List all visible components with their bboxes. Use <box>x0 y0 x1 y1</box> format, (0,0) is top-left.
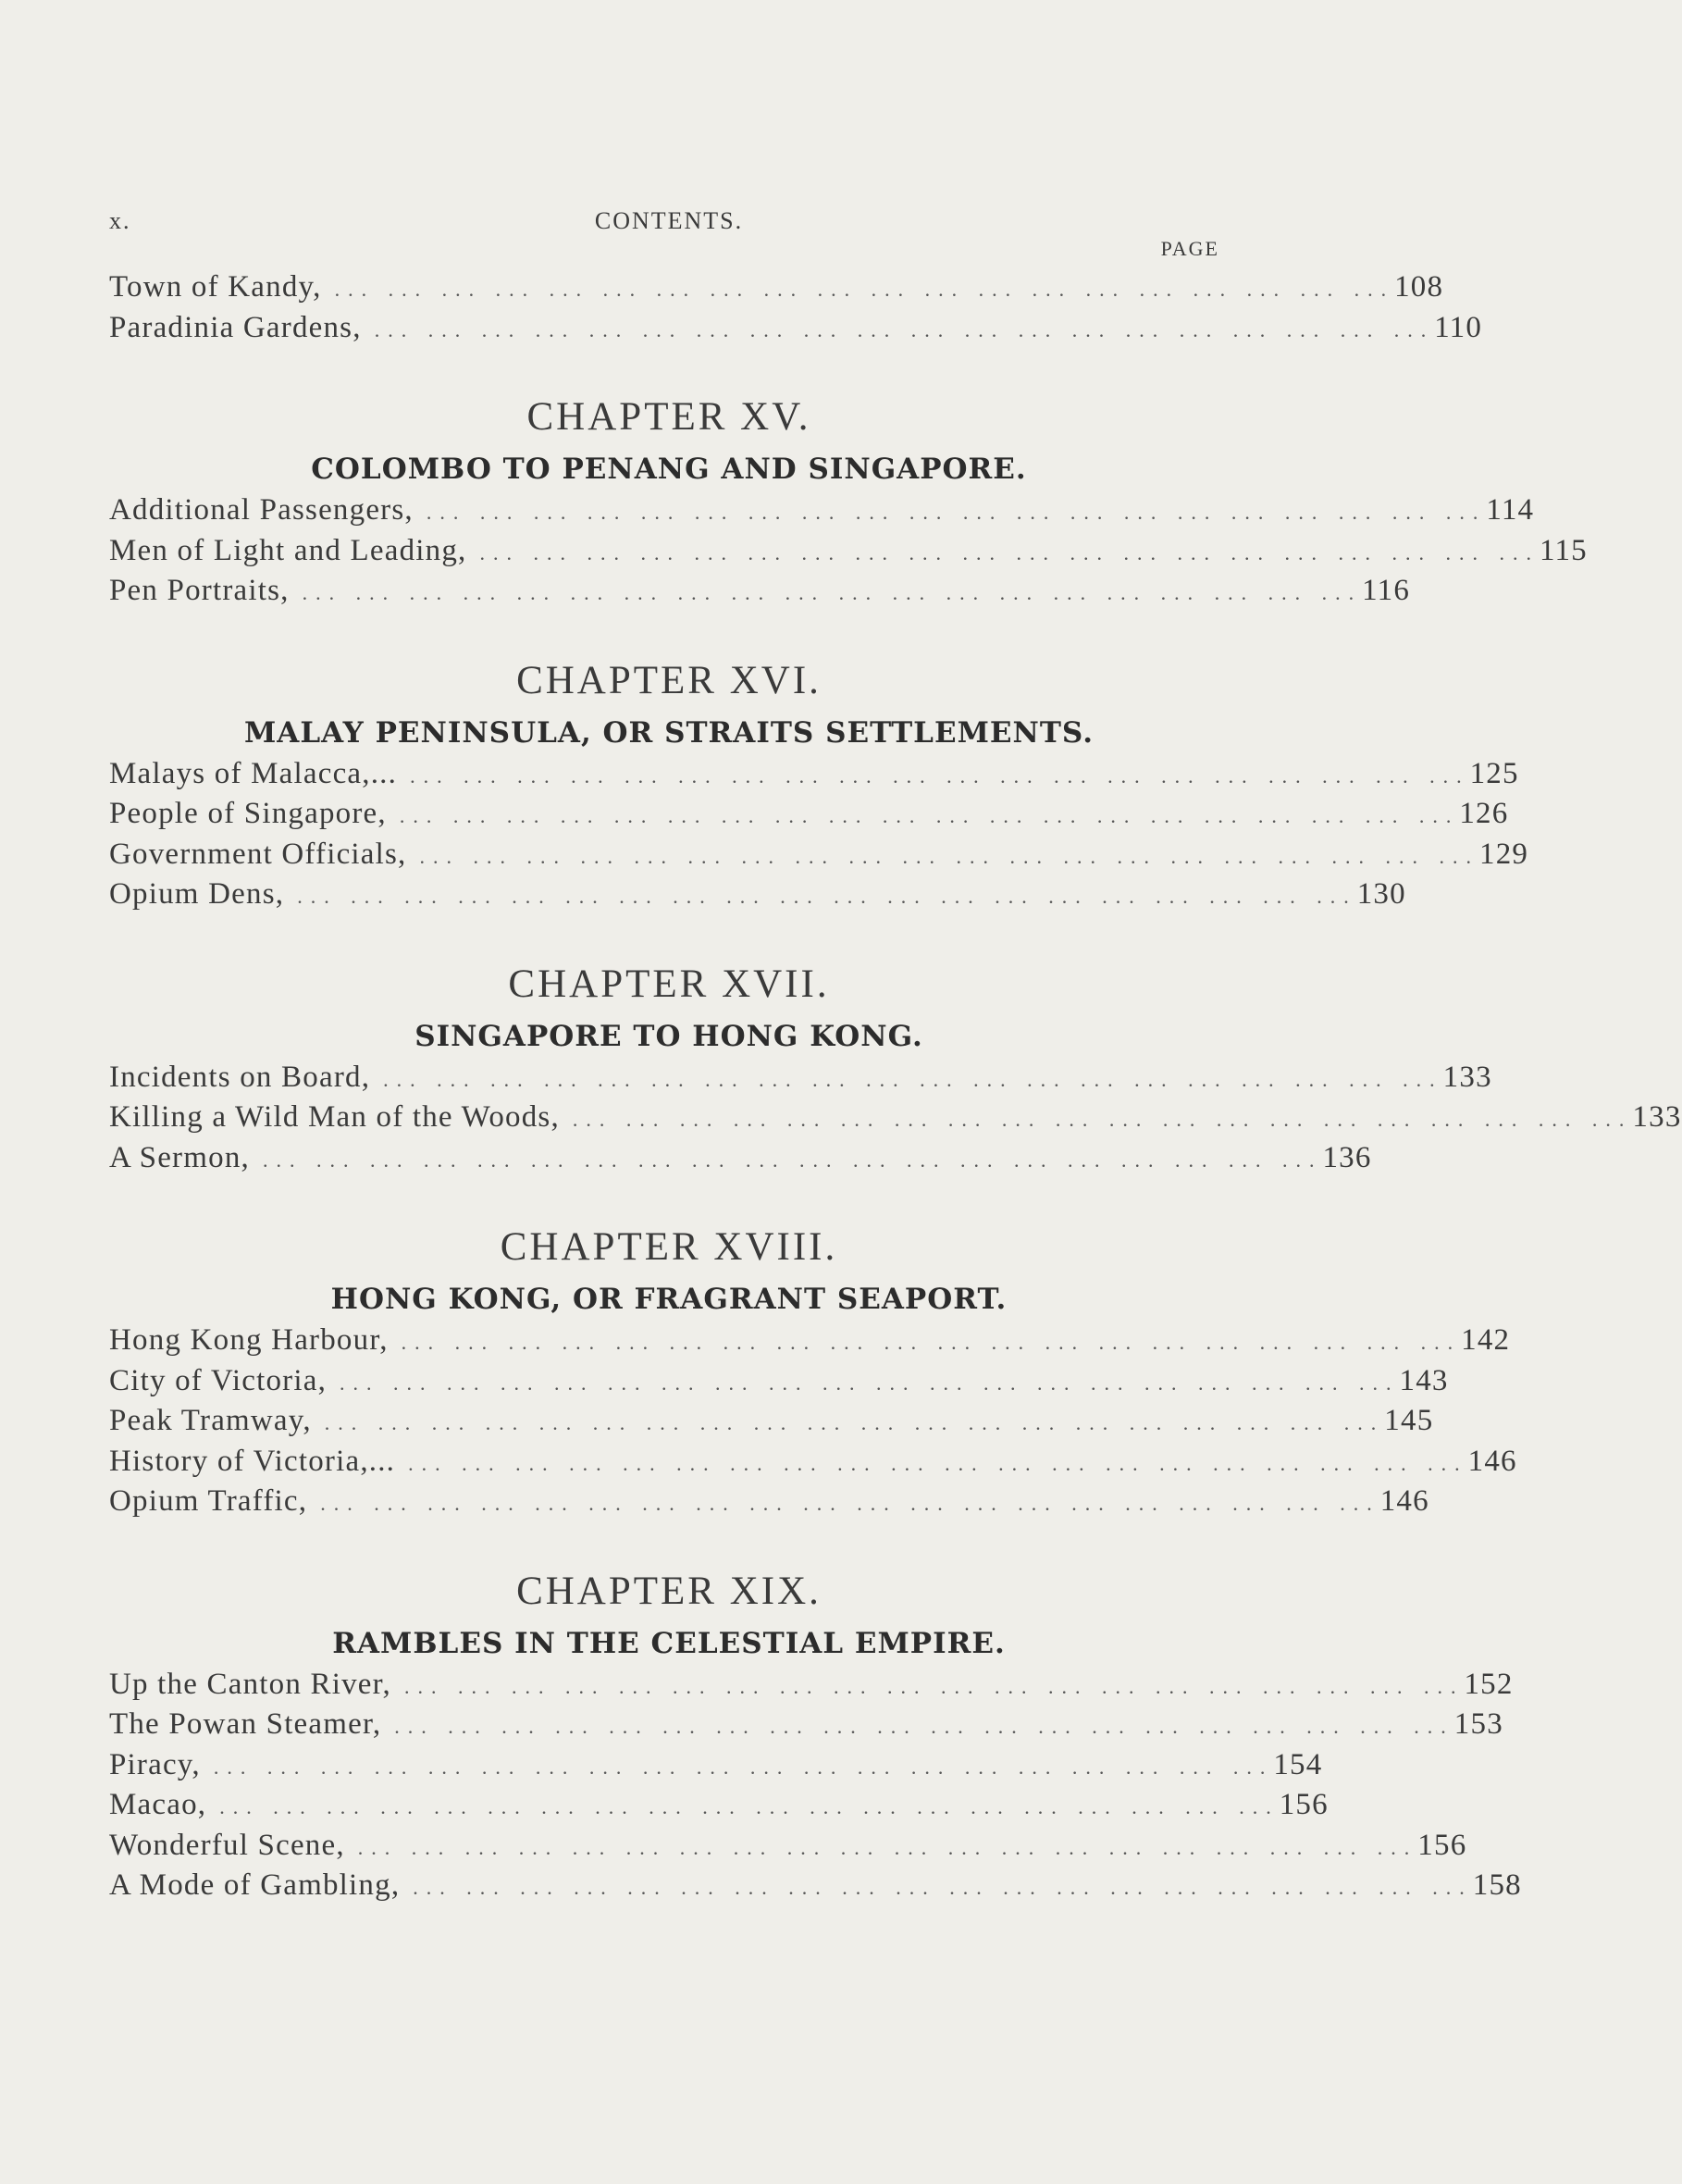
toc-entry <box>109 1363 1449 1405</box>
dot-leader: ... ... ... ... ... ... ... ... ... ... ... ... ... ... ... ... ... ... ... ... <box>408 1451 1468 1475</box>
toc-entry <box>109 1100 1682 1141</box>
entry-page-number: 153 <box>1453 1707 1503 1741</box>
toc-entry <box>109 574 1411 614</box>
entry-title: The Powan Steamer, <box>109 1707 382 1741</box>
toc-entry <box>109 877 1406 918</box>
entry-title: Incidents on Board, <box>109 1060 371 1094</box>
chapter-subtitle: MALAY PENINSULA, OR STRAITS SETTLEMENTS. <box>243 715 1095 750</box>
dot-leader: ... ... ... ... ... ... ... ... ... ... ... ... ... ... ... ... ... ... ... ... <box>297 885 1357 908</box>
entry-page-number: 152 <box>1464 1667 1514 1701</box>
entry-title: Additional Passengers, <box>109 493 414 527</box>
entry-page-number: 136 <box>1322 1140 1372 1174</box>
toc-entry <box>109 797 1509 838</box>
dot-leader: ... ... ... ... ... ... ... ... ... ... ... ... ... ... ... ... ... ... ... ... <box>302 581 1363 604</box>
running-title: CONTENTS. <box>594 207 744 234</box>
entry-page-number: 145 <box>1384 1404 1434 1437</box>
entry-page-number: 156 <box>1417 1828 1467 1862</box>
entry-title: Town of Kandy, <box>109 270 322 304</box>
dot-leader: ... ... ... ... ... ... ... ... ... ... ... ... ... ... ... ... ... ... ... ... <box>426 501 1487 524</box>
dot-leader: ... ... ... ... ... ... ... ... ... ... ... ... ... ... ... ... ... ... ... ... <box>572 1108 1633 1131</box>
entry-title: A Sermon, <box>109 1140 250 1174</box>
chapter-heading: CHAPTER XIX. <box>516 1569 822 1613</box>
entry-page-number: 143 <box>1399 1363 1449 1397</box>
dot-leader: ... ... ... ... ... ... ... ... ... ... ... ... ... ... ... ... ... ... ... ... <box>219 1795 1280 1818</box>
page-number-roman: x. <box>109 207 131 234</box>
dot-leader: ... ... ... ... ... ... ... ... ... ... ... ... ... ... ... ... ... ... ... ... <box>324 1411 1385 1434</box>
dot-leader: ... ... ... ... ... ... ... ... ... ... ... ... ... ... ... ... ... ... ... ... <box>383 1067 1443 1091</box>
dot-leader: ... ... ... ... ... ... ... ... ... ... ... ... ... ... ... ... ... ... ... ... <box>399 804 1460 827</box>
chapter-heading: CHAPTER XVI. <box>516 658 822 702</box>
chapter-heading: CHAPTER XVIII. <box>500 1225 838 1269</box>
entry-title: A Mode of Gambling, <box>109 1868 401 1902</box>
entry-page-number: 142 <box>1461 1323 1511 1357</box>
entry-page-number: 110 <box>1434 310 1483 344</box>
toc-entry <box>109 1868 1522 1909</box>
entry-page-number: 158 <box>1472 1868 1522 1902</box>
toc-entry <box>109 1747 1323 1789</box>
entry-title: Malays of Malacca,... <box>109 756 398 790</box>
dot-leader: ... ... ... ... ... ... ... ... ... ... ... ... ... ... ... ... ... ... ... ... <box>403 1674 1465 1698</box>
toc-entry <box>109 837 1529 878</box>
chapter-subtitle: RAMBLES IN THE CELESTIAL EMPIRE. <box>332 1626 1006 1660</box>
toc-entry <box>109 493 1535 534</box>
chapter-heading: CHAPTER XVII. <box>508 962 830 1006</box>
dot-leader: ... ... ... ... ... ... ... ... ... ... ... ... ... ... ... ... ... ... ... ... <box>394 1715 1454 1738</box>
entry-page-number: 114 <box>1486 493 1535 527</box>
toc-entry <box>109 1060 1492 1101</box>
entry-page-number: 125 <box>1469 756 1519 790</box>
toc-entry <box>109 1404 1434 1445</box>
page-header <box>109 207 1229 260</box>
entry-page-number: 126 <box>1459 797 1509 830</box>
chapter-subtitle: SINGAPORE TO HONG KONG. <box>414 1019 923 1053</box>
entry-page-number: 115 <box>1540 533 1588 567</box>
dot-leader: ... ... ... ... ... ... ... ... ... ... ... ... ... ... ... ... ... ... ... ... <box>410 763 1470 788</box>
entry-title: Hong Kong Harbour, <box>109 1323 389 1357</box>
entry-title: Peak Tramway, <box>109 1404 312 1437</box>
dot-leader: ... ... ... ... ... ... ... ... ... ... ... ... ... ... ... ... ... ... ... ... <box>357 1835 1418 1859</box>
toc-entry <box>109 270 1444 311</box>
entry-page-number: 116 <box>1362 574 1411 607</box>
dot-leader: ... ... ... ... ... ... ... ... ... ... ... ... ... ... ... ... ... ... ... ... <box>262 1148 1323 1172</box>
toc-entry <box>109 756 1519 798</box>
entry-page-number: 133 <box>1442 1060 1492 1094</box>
entry-title: Up the Canton River, <box>109 1667 391 1701</box>
chapter-subtitle: HONG KONG, OR FRAGRANT SEAPORT. <box>330 1283 1008 1316</box>
entry-title: Opium Dens, <box>109 877 285 911</box>
entry-title: Killing a Wild Man of the Woods, <box>109 1100 560 1134</box>
entry-title: Government Officials, <box>109 837 407 871</box>
entry-page-number: 146 <box>1379 1484 1429 1518</box>
entry-page-number: 156 <box>1279 1788 1329 1821</box>
entry-page-number: 108 <box>1394 270 1444 304</box>
dot-leader: ... ... ... ... ... ... ... ... ... ... ... ... ... ... ... ... ... ... ... ... <box>334 278 1395 301</box>
toc-entry <box>109 1788 1329 1829</box>
chapter-heading: CHAPTER XV. <box>526 395 811 439</box>
entry-page-number: 154 <box>1273 1747 1323 1781</box>
dot-leader: ... ... ... ... ... ... ... ... ... ... ... ... ... ... ... ... ... ... ... ... <box>340 1371 1400 1395</box>
toc-entry <box>109 1323 1511 1364</box>
dot-leader: ... ... ... ... ... ... ... ... ... ... ... ... ... ... ... ... ... ... ... ... <box>479 540 1540 565</box>
page-column-label: PAGE <box>1160 237 1219 260</box>
entry-title: People of Singapore, <box>109 797 387 830</box>
dot-leader: ... ... ... ... ... ... ... ... ... ... ... ... ... ... ... ... ... ... ... ... <box>320 1492 1380 1515</box>
entry-page-number: 146 <box>1467 1444 1517 1478</box>
entry-title: Pen Portraits, <box>109 574 290 607</box>
toc-entry <box>109 533 1588 575</box>
toc-entry <box>109 1667 1514 1708</box>
toc-entry <box>109 1484 1429 1525</box>
dot-leader: ... ... ... ... ... ... ... ... ... ... ... ... ... ... ... ... ... ... ... ... <box>413 1876 1473 1899</box>
entry-page-number: 133 <box>1632 1100 1682 1134</box>
entry-title: Macao, <box>109 1788 207 1821</box>
toc-entry <box>109 1828 1467 1869</box>
entry-title: History of Victoria,... <box>109 1444 396 1478</box>
entry-title: Men of Light and Leading, <box>109 533 467 567</box>
dot-leader: ... ... ... ... ... ... ... ... ... ... ... ... ... ... ... ... ... ... ... ... <box>213 1755 1274 1779</box>
entry-title: Piracy, <box>109 1747 201 1781</box>
toc-entry <box>109 1707 1503 1748</box>
toc-entry <box>109 1444 1517 1485</box>
dot-leader: ... ... ... ... ... ... ... ... ... ... ... ... ... ... ... ... ... ... ... ... <box>374 317 1435 341</box>
table-of-contents <box>109 270 1682 1909</box>
entry-title: Opium Traffic, <box>109 1484 308 1518</box>
dot-leader: ... ... ... ... ... ... ... ... ... ... ... ... ... ... ... ... ... ... ... ... <box>419 844 1480 868</box>
entry-page-number: 129 <box>1479 837 1529 871</box>
entry-title: Wonderful Scene, <box>109 1828 345 1862</box>
entry-title: Paradinia Gardens, <box>109 310 362 344</box>
chapter-subtitle: COLOMBO TO PENANG AND SINGAPORE. <box>311 453 1027 486</box>
entry-title: City of Victoria, <box>109 1363 328 1397</box>
toc-entry <box>109 1140 1372 1182</box>
dot-leader: ... ... ... ... ... ... ... ... ... ... ... ... ... ... ... ... ... ... ... ... <box>401 1331 1462 1354</box>
entry-page-number: 130 <box>1356 877 1406 911</box>
toc-entry <box>109 310 1483 352</box>
